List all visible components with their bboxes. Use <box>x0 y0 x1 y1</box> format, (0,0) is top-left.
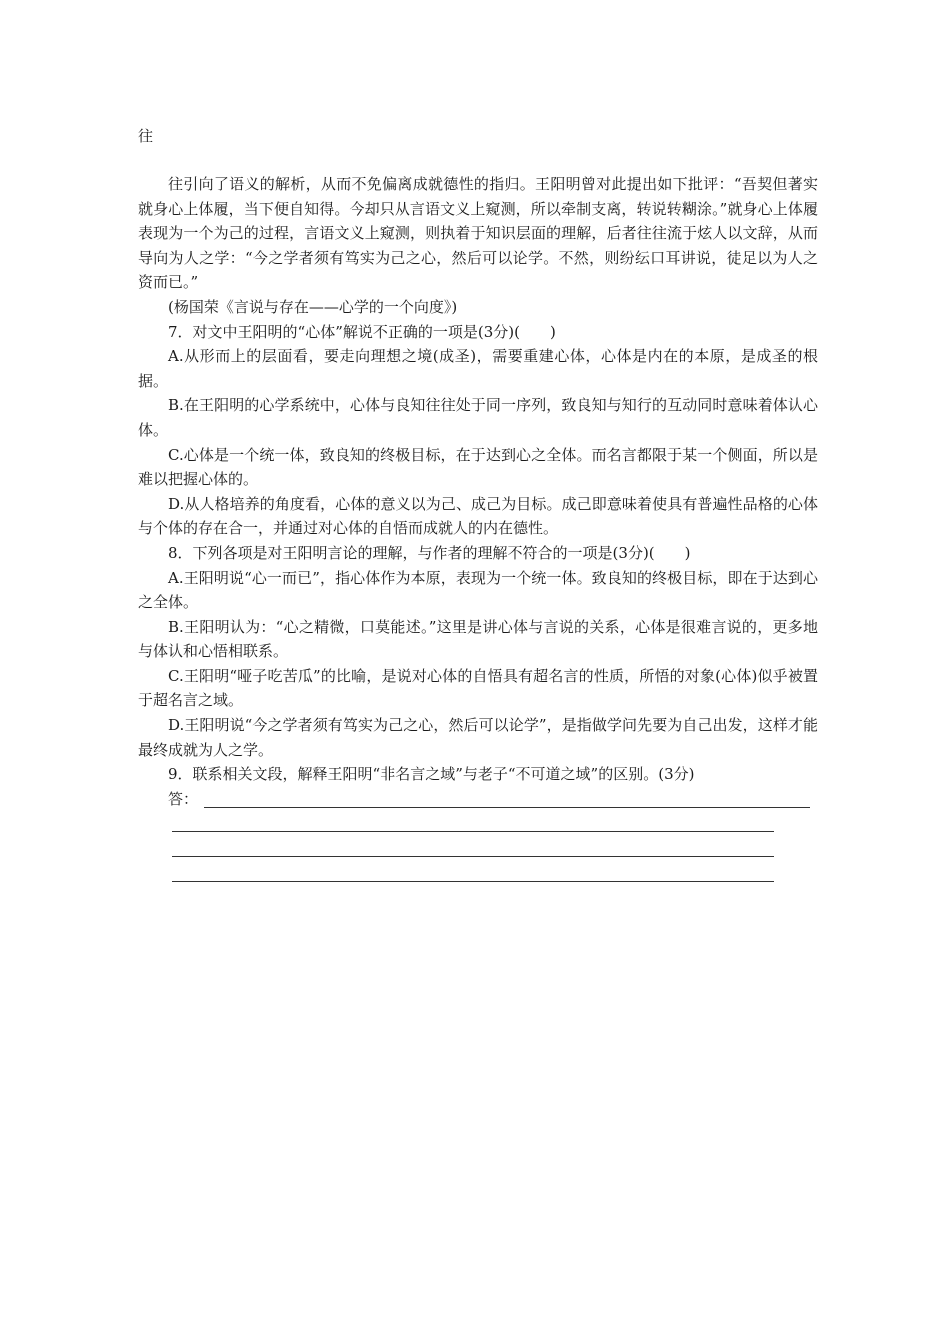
question-8-stem: 8．下列各项是对王阳明言论的理解，与作者的理解不符合的一项是(3分)( ) <box>168 543 691 562</box>
question-7-option-d: D.从人格培养的角度看，心体的意义以为己、成己为目标。成己即意味着使具有普遍性品格的心体与个体的存在合一，并通过对心体的自悟而成就人的内在德性。 <box>138 494 818 538</box>
question-9-stem: 9．联系相关文段，解释王阳明“非名言之域”与老子“不可道之域”的区别。(3分) <box>168 765 695 784</box>
answer-label: 答： <box>168 789 199 808</box>
answer-line-3[interactable] <box>172 856 774 857</box>
document-content <box>138 124 818 885</box>
answer-blank-row <box>138 836 818 861</box>
answer-line-2[interactable] <box>172 831 774 832</box>
answer-row <box>138 787 818 812</box>
question-8-option-b: B.王阳明认为：“心之精微，口莫能述。”这里是讲心体与言说的关系，心体是很难言说的，更多地与体认和心悟相联系。 <box>138 617 818 661</box>
question-7-option-b: B.在王阳明的心学系统中，心体与良知往往处于同一序列，致良知与知行的互动同时意味着体认心体。 <box>138 396 818 439</box>
source-citation: (杨国荣《言说与存在——心学的一个向度》) <box>168 297 458 316</box>
question-8-option-a: A.王阳明说“心一而已”，指心体作为本原，表现为一个统一体。致良知的终极目标，即在于达到心之全体。 <box>138 568 818 612</box>
answer-blank-row <box>138 811 818 836</box>
question-8-option-c: C.王阳明“哑子吃苦瓜”的比喻，是说对心体的自悟具有超名言的性质，所悟的对象(心体)似乎被置于超名言之域。 <box>138 666 818 710</box>
passage-paragraph: 往引向了语义的解析，从而不免偏离成就德性的指归。王阳明曾对此提出如下批评：“吾契但著实就身心上体履，当下便自知得。今却只从言语文义上窥测，所以牵制支离，转说转糊涂。”就身心上体履表现为一个为己的过程，言语文义上窥测，则执着于知识层面的理解，后者往往流于炫人以文辞，从而导向为人之学：“今之学者须有笃实为己之心，然后可以论学。不然，则纷纭口耳讲说，徒足以为人之资而已。” <box>138 175 818 292</box>
question-7-option-a: A.从形而上的层面看，要走向理想之境(成圣)，需要重建心体，心体是内在的本原，是成圣的根据。 <box>138 347 818 390</box>
question-7-stem: 7．对文中王阳明的“心体”解说不正确的一项是(3分)( ) <box>168 322 556 341</box>
answer-blank-row <box>138 861 818 886</box>
question-8-option-d: D.王阳明说“今之学者须有笃实为己之心，然后可以论学”，是指做学问先要为自己出发，这样才能最终成就为人之学。 <box>138 716 818 759</box>
answer-line-1[interactable] <box>204 807 810 808</box>
orphan-character: 往 <box>138 127 154 145</box>
question-7-option-c: C.心体是一个统一体，致良知的终极目标，在于达到心之全体。而名言都限于某一个侧面，所以是难以把握心体的。 <box>138 445 818 489</box>
answer-line-4[interactable] <box>172 881 774 882</box>
